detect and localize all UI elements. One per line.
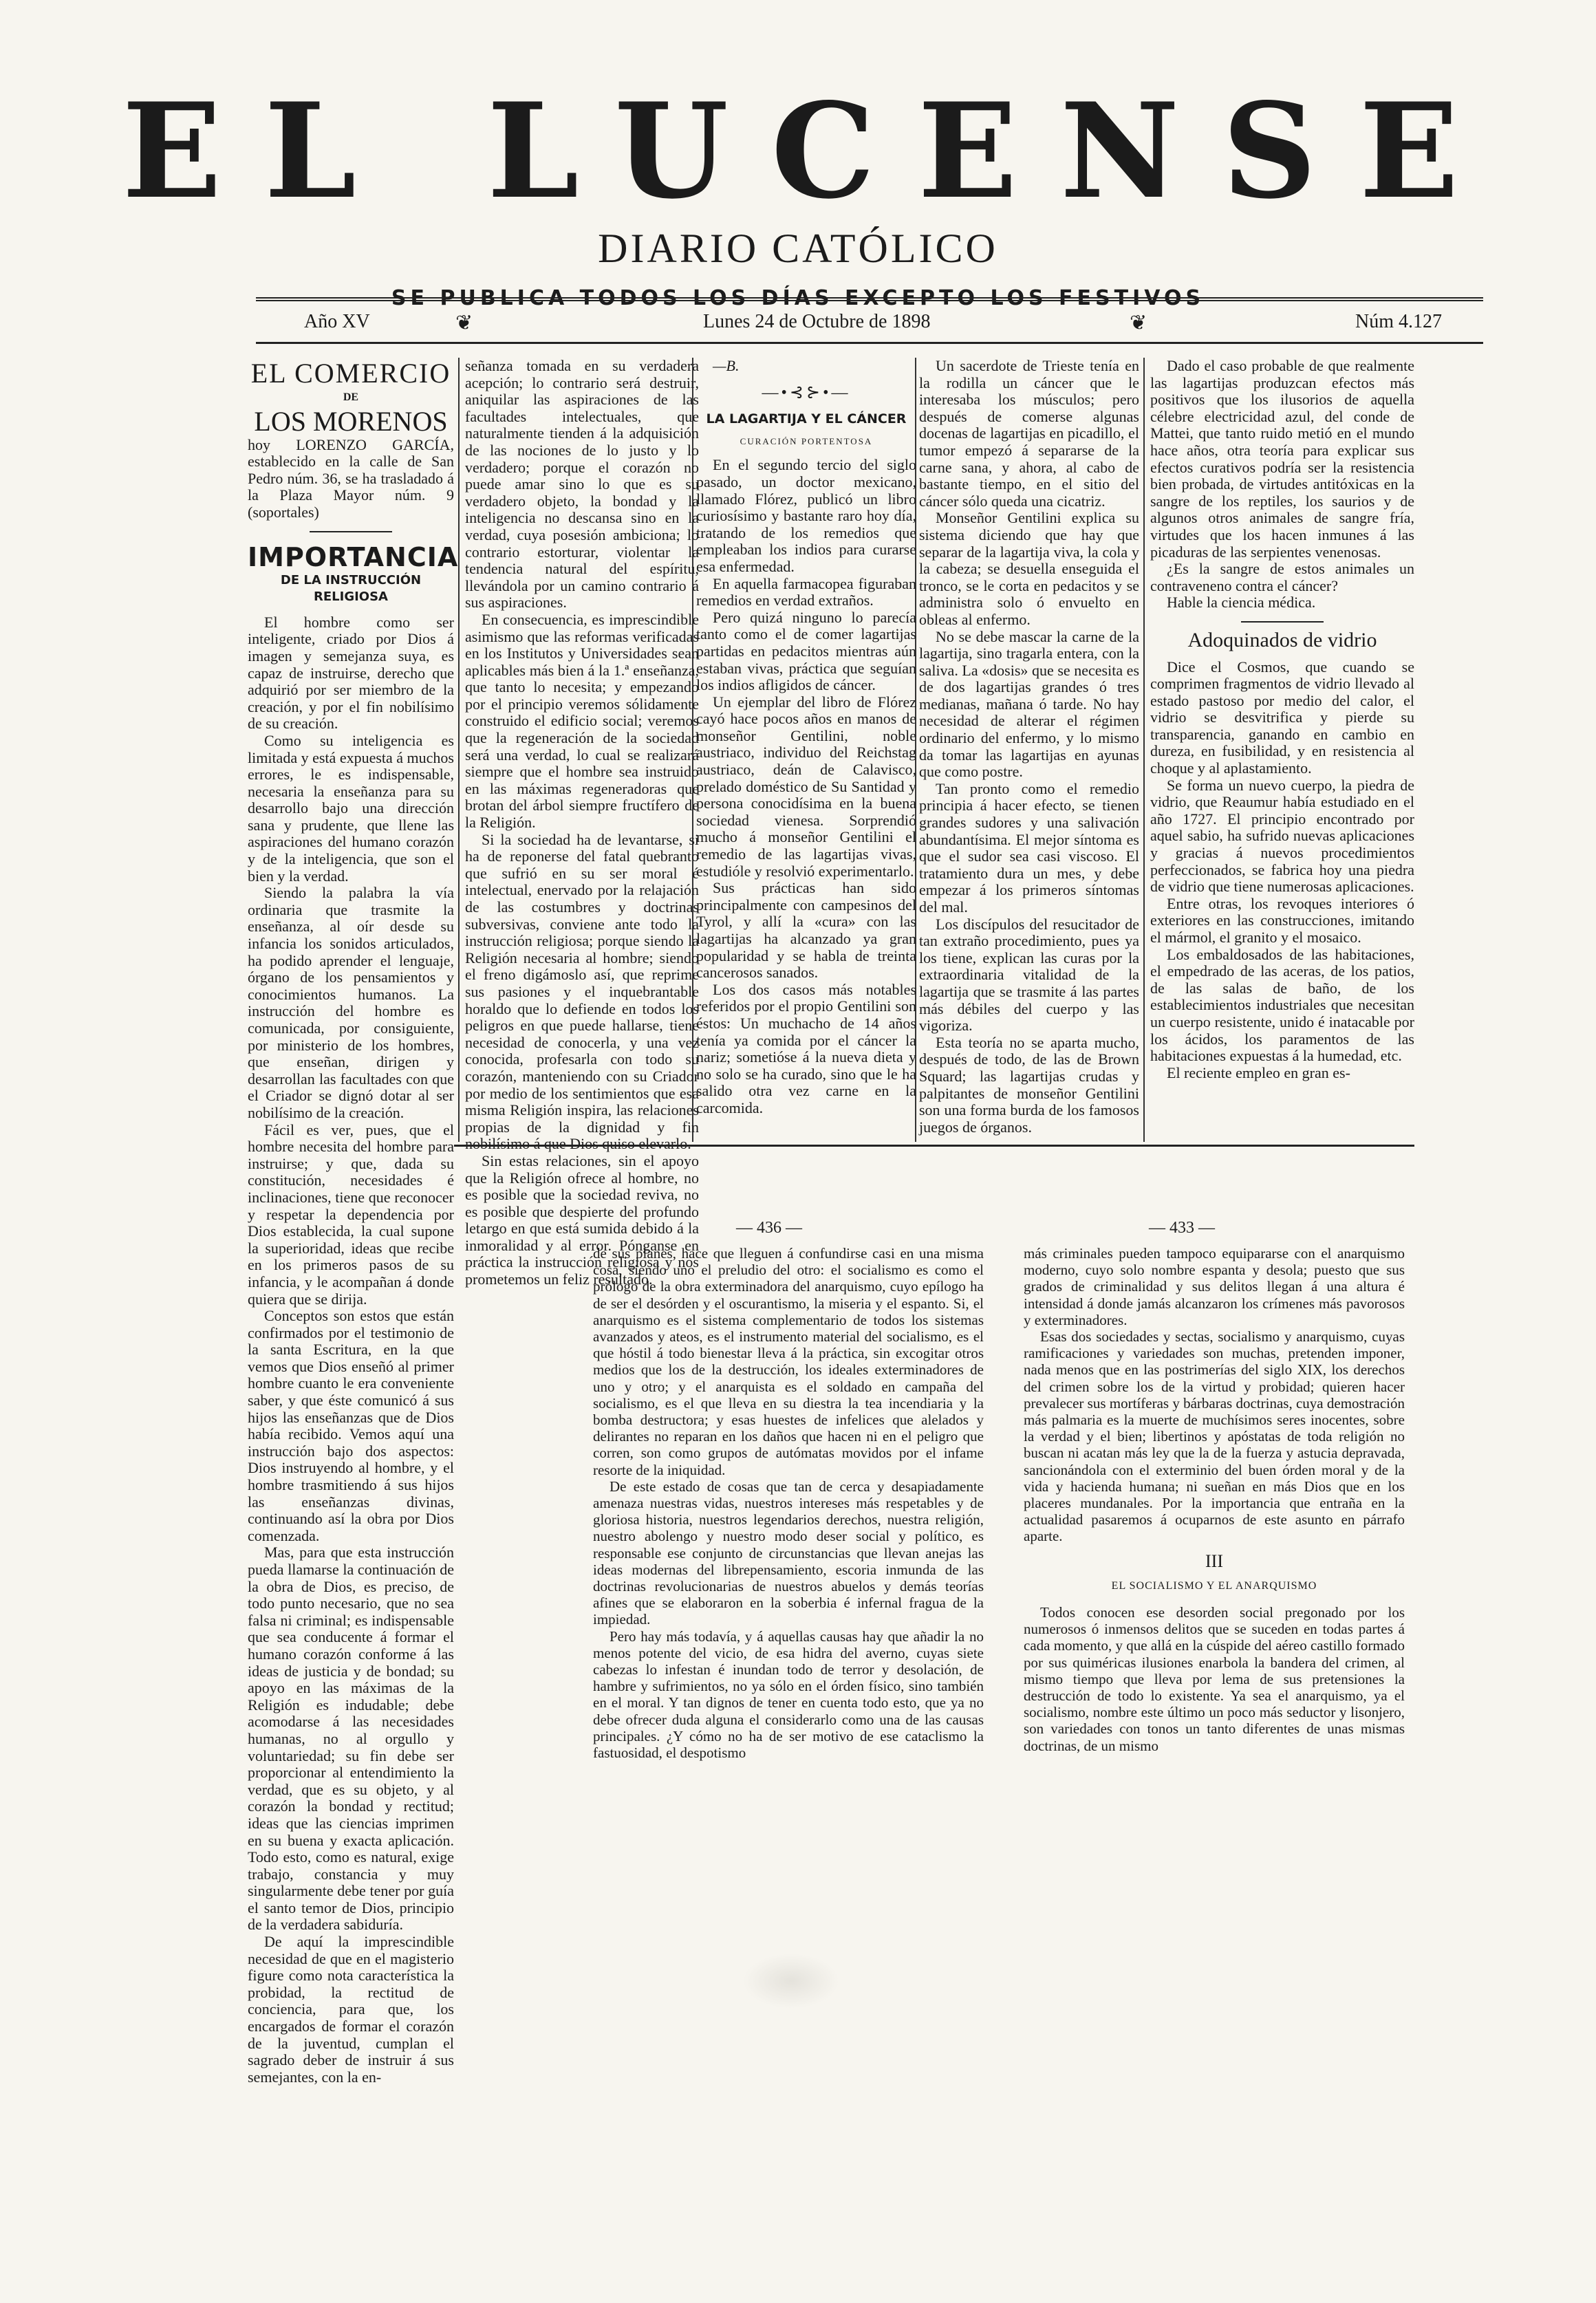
dateline	[256, 297, 1483, 344]
paragraph: Mas, para que esta instrucción pueda llamarse la continuación de la obra de Dios, es preciso, de todo punto necesario, que no sea falsa ni criminal; es indispensable que sea conducente á formar el humano corazón conforme á las ideas de justicia y de bondad; su apoyo en las máximas de la Religión es indudable; debe acomodarse á las necesidades humanas, no al orgullo y voluntariedad; su fin debe ser proporcionar al entendimiento la verdad, que es su objeto, y al corazón la bondad y rectitud; ideas que las ciencias imprimen en su buena y exacta aplicación. Todo esto, como es natural, exige trabajo, constancia y muy singularmente debe tener por guía el santo temor de Dios, principio de la verdadera sabiduría.	[248, 1544, 454, 1934]
column-rule	[1143, 358, 1145, 1142]
article-subheadline: DE LA INSTRUCCIÓN RELIGIOSA	[280, 572, 422, 605]
paragraph: No se debe mascar la carne de la lagartija, sino tragarla entera, con la saliva. La «dosis» que se necesita es de dos lagartijas grandes ó tres medianas, mañana ó tarde. No hay necesidad de alterar el régimen ordinario del enfermo, y lo mismo da tomar las lagartijas en ayunas que como postre.	[919, 627, 1139, 781]
masthead	[0, 74, 1596, 310]
paragraph: Siendo la palabra la vía ordinaria que trasmite la enseñanza, al oír desde su infancia los sonidos articulados, ha podido aprender el lenguaje, órgano de los pensamientos y conocimientos humanos. La instrucción del hombre es comunicada, por consiguiente, por ministerio de los hombres, que enseñan, dirigen y desarrollan las facultades con que el Criador se dignó dotar al ser nobilísimo de la creación.	[248, 884, 454, 1121]
paragraph: En el segundo tercio del siglo pasado, un doctor mexicano, llamado Flórez, publicó un libro curiosísimo y bastante raro hoy día, tratando de los remedios que empleaban los indios para curarse esa enfermedad.	[696, 456, 916, 575]
ornament-icon: ❦	[455, 312, 473, 334]
article-headline: IMPORTANCIA	[248, 541, 459, 572]
paragraph: Sus prácticas han sido principalmente con campesinos del Tyrol, y allí la «cura» con las lagartijas ha alcanzado ya gran popularidad y se habla de treinta cancerosos sanados.	[696, 879, 916, 982]
ornament-icon: ❦	[1130, 312, 1147, 334]
paragraph: De aquí la imprescindible necesidad de que en el magisterio figure como nota característica la probidad, la rectitud de conciencia, para que, los encargados de formar el corazón de la juventud, cumplan el sagrado deber de instruir á sus semejantes, con la en-	[248, 1933, 454, 2086]
paragraph: En aquella farmacopea figuraban remedios en verdad extraños.	[696, 574, 916, 609]
print-smudge	[743, 1954, 839, 2009]
signature: —B.	[713, 357, 740, 374]
article-headline: Adoquinados de vidrio	[1187, 628, 1377, 651]
paragraph: Sin estas relaciones, sin el apoyo que la Religión ofrece al hombre, no es posible que la sociedad reviva, no es posible que despierte del profundo letargo en que está sumida debido á la inmoralidad y al error. Pónganse en práctica la instrucción religiosa y nos prometemos un feliz resultado.	[465, 1152, 699, 1288]
article-headline: LA LAGARTIJA Y EL CÁNCER	[706, 411, 907, 427]
paragraph: de sus planes, hace que lleguen á confundirse casi en una misma cosa, siendo uno el preludio del otro: el socialismo es como el prólogo de la obra exterminadora del anarquismo, cuyo epílogo ha de ser el desórden y el oscurantismo, la miseria y el espanto. Si, el anarquismo es el sistema complementario de todos los sistemas avanzados y ateos, es el instrumento material del socialismo, es el que hóstil á todo bienestar lleva á la práctica, sin excogitar otros medios que los de la destrucción, los ideales exterminadores de uno y otro; y el anarquista es el soldado en campaña del socialismo, es el que lleva en su diestra la tea incendiaria y la bomba destructora; y esas huestes de infelices que alelados y delirantes no reparan en los daños que hacen ni en el peligro que corren, son como grupos de autómatas movidos por el infame resorte de la iniquidad.	[593, 1245, 984, 1478]
paragraph: ¿Es la sangre de estos animales un contraveneno contra el cáncer?	[1150, 560, 1414, 594]
paragraph: Conceptos son estos que están confirmados por el testimonio de la santa Escritura, en la que vemos que Dios enseñó al primer hombre cuanto le era conveniente saber, y que éste comunicó á sus hijos las enseñanzas que de Dios había recibido. Vemos aquí una instrucción bajo dos aspectos: Dios instruyendo al hombre, y el hombre trasmitiendo á sus hijos las enseñanzas divinas, continuando así la obra por Dios comenzada.	[248, 1307, 454, 1544]
paragraph: El hombre como ser inteligente, criado por Dios á imagen y semejanza suya, es capaz de instruirse, derecho que adquirió por ser miembro de la creación, y por el fin nobilísimo de su creación.	[248, 613, 454, 733]
column-1	[248, 358, 459, 2086]
paragraph: Pero hay más todavía, y á aquellas causas hay que añadir la no menos potente del vicio, de esa hidra del averno, cuyas siete cabezas lo infestan é inundan todo de terror y desolación, de hambre y sufrimientos, no ya sólo en el órden físico, sino también en el moral. Y tan dignos de tener en cuenta todo esto, que ya no debe ofrecer duda alguna el considerarlo como una de las causas principales. ¿Y cómo no ha de ser motivo de ese cataclismo la fastuosidad, el despotismo	[593, 1628, 984, 1762]
paragraph: En consecuencia, es imprescindible asimismo que las reformas verificadas en los Institutos y Universidades sean aplicables más bien á la 1.ª enseñanza, que tanto lo necesita; y empezando por el principio veremos sólidamente construido el edificio social; veremos que la regeneración de la sociedad será una verdad, lo cual se realizará siempre que el hombre sea instruido en las máximas regeneradoras que brotan del árbol siempre fructífero de la Religión.	[465, 610, 699, 832]
column-3	[696, 358, 916, 1135]
page-number-left: — 436 —	[736, 1219, 802, 1237]
feuilleton-rule	[454, 1145, 1414, 1147]
issue-number: Núm 4.127	[1355, 311, 1442, 332]
paragraph: Como su inteligencia es limitada y está expuesta á muchos errores, le es indispensable, necesaria la enseñanza para su desarrollo bajo una dirección sana y prudente, que llene las aspiraciones del humano corazón y de la inteligencia, que son el bien y la verdad.	[248, 731, 454, 885]
ornament-divider: —•⊰⊱•—	[762, 383, 851, 402]
column-2	[465, 357, 699, 1288]
paragraph: Los discípulos del resucitador de tan extraño procedimiento, pues ya los tiene, explican las curas por la extraordinaria vitalidad de la lagartija que se trasmite á las partes más débiles del cuerpo y las vigoriza.	[919, 915, 1139, 1035]
advert-de: DE	[343, 391, 359, 403]
paragraph: De este estado de cosas que tan de cerca y desapiadamente amenaza nuestras vidas, nuestros intereses más respetables y de gloriosa historia, nuestros legendarios derechos, nuestra religión, nuestro abolengo y nuestro modo deser social y político, es responsable ese conjunto de circunstancias que llevan anejas las ideas modernas del librepensamiento, escoria inmunda de las doctrinas revolucionarias de nuestros abuelos y demás teorías afines que se elaboraron en la soberbia é infernal fragua de la impiedad.	[593, 1478, 984, 1628]
paragraph: Un ejemplar del libro de Flórez cayó hace pocos años en manos de monseñor Gentilini, noble austriaco, individuo del Reichstag austriaco, deán de Calavisco, prelado doméstico de Su Santidad y persona conocidísima en la buena sociedad vienesa. Sorprendió mucho á monseñor Gentilini el remedio de las lagartijas vivas, estudióle y resolvió experimentarlo.	[696, 693, 916, 880]
paragraph: Tan pronto como el remedio principia á hacer efecto, se tienen grandes sudores y una salivación abundantísima. El mejor síntoma es que el sudor sea casi viscoso. El tratamiento dura un mes, y debe empezar á los primeros síntomas del mal.	[919, 779, 1139, 916]
column-4	[919, 358, 1139, 1135]
paragraph: más criminales pueden tampoco equipararse con el anarquismo moderno, cuyo solo nombre espanta y desola; puesto que sus grados de criminalidad y sus delitos llegan á una altura é intensidad á donde jamás alcanzaron los crímenes más pavorosos y exterminadores.	[1024, 1245, 1405, 1328]
paragraph: señanza tomada en su verdadera acepción; lo contrario será destruir, aniquilar las aspiraciones de las facultades intelectuales, que naturalmente tienden á la adquisición de las nociones de lo justo y lo verdadero; porque el corazón no puede amar sino lo que es su verdadero objeto, la bondad y la inteligencia no descansa sino en la verdad, cuya posesión ambiciona; lo contrario estorturar, violentar la tendencia natural del espíritu, llevándola por un camino contrario á sus aspiraciones.	[465, 357, 699, 612]
paragraph: Los dos casos más notables referidos por el propio Gentilini son éstos: Un muchacho de 14 años tenía ya comida por el cáncer la nariz; sometióse á la nueva dieta y no solo se ha curado, sino que le ha salido otra vez carne en la carcomida.	[696, 980, 916, 1116]
paragraph: Los embaldosados de las habitaciones, el empedrado de las aceras, de los patios, de las salas de baño, de los establecimientos industriales que necesitan un cuerpo resistente, unido é inatacable por los ácidos, los paramentos de las habitaciones expuestas á la humedad, etc.	[1150, 945, 1414, 1065]
paragraph: Monseñor Gentilini explica su sistema diciendo que hay que separar de la lagartija viva, la cola y la cabeza; se desuella enseguida el tronco, se le corta en pedacitos y se administra solo ó envuelto en obleas al enfermo.	[919, 509, 1139, 628]
paragraph: El reciente empleo en gran es-	[1167, 1063, 1350, 1081]
issue-year: Año XV	[304, 311, 370, 332]
section-number: III	[1205, 1550, 1223, 1571]
paragraph: Si la sociedad ha de levantarse, si ha de reponerse del fatal quebranto que sufrió en su ser moral é intelectual, enervado por la relajación de las costumbres y doctrinas subversivas, conviene ante todo la instrucción religiosa; porque siendo la Religión necesaria al hombre; siendo el freno digámoslo así, que reprime sus pasiones y el inquebrantable horaldo que lo defiende en todos los peligros en que puede hallarse, tiene necesidad de conocerla, y una vez conocida, profesarla con todo su corazón, manteniendo con su Criador por medio de los sentimientos que esa misma Religión inspira, las relaciones propias de la dignidad y fin nobilísimo á que Dios quiso elevarlo.	[465, 830, 699, 1153]
newspaper-subtitle: DIARIO CATÓLICO	[598, 226, 998, 271]
advert-text: hoy LORENZO GARCÍA, establecido en la calle de San Pedro núm. 36, se ha trasladado á la Plaza Mayor núm. 9 (soportales)	[248, 435, 454, 521]
article-subheadline: CURACIÓN PORTENTOSA	[740, 435, 873, 446]
newspaper-title: EL LUCENSE	[122, 74, 1502, 228]
divider	[310, 531, 392, 532]
divider	[1241, 621, 1324, 623]
issue-date: Lunes 24 de Octubre de 1898	[703, 311, 931, 332]
section-title: EL SOCIALISMO Y EL ANARQUISMO	[1111, 1579, 1317, 1592]
paragraph: Hable la ciencia médica.	[1167, 594, 1316, 612]
column-5	[1150, 358, 1414, 1135]
paragraph: Se forma un nuevo cuerpo, la piedra de vidrio, que Reaumur había estudiado en el año 1727. El principio encontrado por aquel sabio, ha sufrido nuevas aplicaciones y gracias á nuevos procedimientos perfeccionados, se fabrica hoy una piedra de vidrio que tiene numerosas aplicaciones.	[1150, 776, 1414, 896]
page-number-right: — 433 —	[1149, 1219, 1215, 1237]
paragraph: Dice el Cosmos, que cuando se comprimen fragmentos de vidrio llevado al estado pastoso por medio del calor, el vidrio se desvitrifica y pierde su transparencia, ganando en cambio en dureza, en fusibilidad, y en resistencia al choque y al aplastamiento.	[1150, 658, 1414, 777]
advert-title-2: LOS MORENOS	[254, 405, 448, 437]
paragraph: Todos conocen ese desorden social pregonado por los numerosos ó inmensos delitos que se suceden en todas partes á cada momento, y que allá en la cúspide del aéreo castillo formado por sus quiméricas ilusiones enarbola la bandera del crimen, al mismo tiempo que lleva por lema de sus pretensiones la destrucción de todo lo existente. Ya sea el anarquismo, ya el socialismo, nombre este último un poco más seductor y lisonjero, son variedades con tonos un tanto diferentes de unas mismas doctrinas, de un mismo	[1024, 1604, 1405, 1754]
advert-title-1: EL COMERCIO	[250, 358, 451, 389]
feuilleton-right	[1024, 1245, 1405, 1933]
paragraph: Esas dos sociedades y sectas, socialismo y anarquismo, cuyas ramificaciones y variedades son muchas, pretenden imponer, nada menos que en las postrimerías del siglo XIX, los derechos del crimen sobre los de la virtud y probidad; quieren hacer prevalecer sus mortíferas y bárbaras doctrinas, cuya demostración más palmaria es la muerte de muchísimos seres inocentes, sobre la verdad y el bien; libertinos y apóstatas de toda religión no buscan ni acatan más ley que la de la fuerza y astucia depravada, sancionándola con el exterminio del buen órden moral y de la vida y hacienda humana; ni sueñan en más Dios que en los placeres mundanales. Por la importancia que entraña en la actualidad pasaremos á ocuparnos de este asunto en párrafo aparte.	[1024, 1328, 1405, 1545]
column-rule	[458, 358, 460, 1142]
paragraph: Un sacerdote de Trieste tenía en la rodilla un cáncer que le interesaba los músculos; pero después de comerse algunas docenas de lagartijas en picadillo, el tumor empezó á separarse de la carne sana, y ahora, al cabo de bastante tiempo, en el sitio del cáncer sólo queda una cicatriz.	[919, 357, 1139, 510]
feuilleton-left	[593, 1245, 984, 1837]
paragraph: Fácil es ver, pues, que el hombre necesita del hombre para instruirse; y que, dada su constitución, necesidades é inclinaciones, tiene que reconocer y respetar la dependencia por Dios establecida, la cual supone la superioridad, ideas que recibe en los primeros pasos de su infancia, y le acompañan á donde quiera que se dirija.	[248, 1121, 454, 1308]
paragraph: Entre otras, los revoques interiores ó exteriores en las construcciones, imitando el mármol, el granito y el mosaico.	[1150, 894, 1414, 946]
publication-tagline: SE PUBLICA TODOS LOS DÍAS EXCEPTO LOS FESTIVOS	[391, 286, 1205, 310]
paragraph: Pero quizá ninguno lo parecía tanto como el de comer lagartijas partidas en pedacitos mientras aún estaban vivas, práctica que seguían los indios afligidos de cáncer.	[696, 608, 916, 694]
paragraph: Esta teoría no se aparta mucho, después de todo, de las de Brown Squard; las lagartijas crudas y palpitantes de monseñor Gentilini son una forma burda de los famosos juegos de órganos.	[919, 1033, 1139, 1136]
paragraph: Dado el caso probable de que realmente las lagartijas produzcan efectos más positivos que los ilusorios de aquella célebre electricidad azul, del conde de Mattei, que tanto ruido metió en el mundo hace años, otra teoría para explicar sus efectos curativos podría ser la resistencia bien probada, de virtudes antitóxicas en la sangre de los reptiles, los saurios y de algunos otros animales de sangre fría, virtudes que los hacen inmunes á las picaduras de las serpientes venenosas.	[1150, 357, 1414, 561]
